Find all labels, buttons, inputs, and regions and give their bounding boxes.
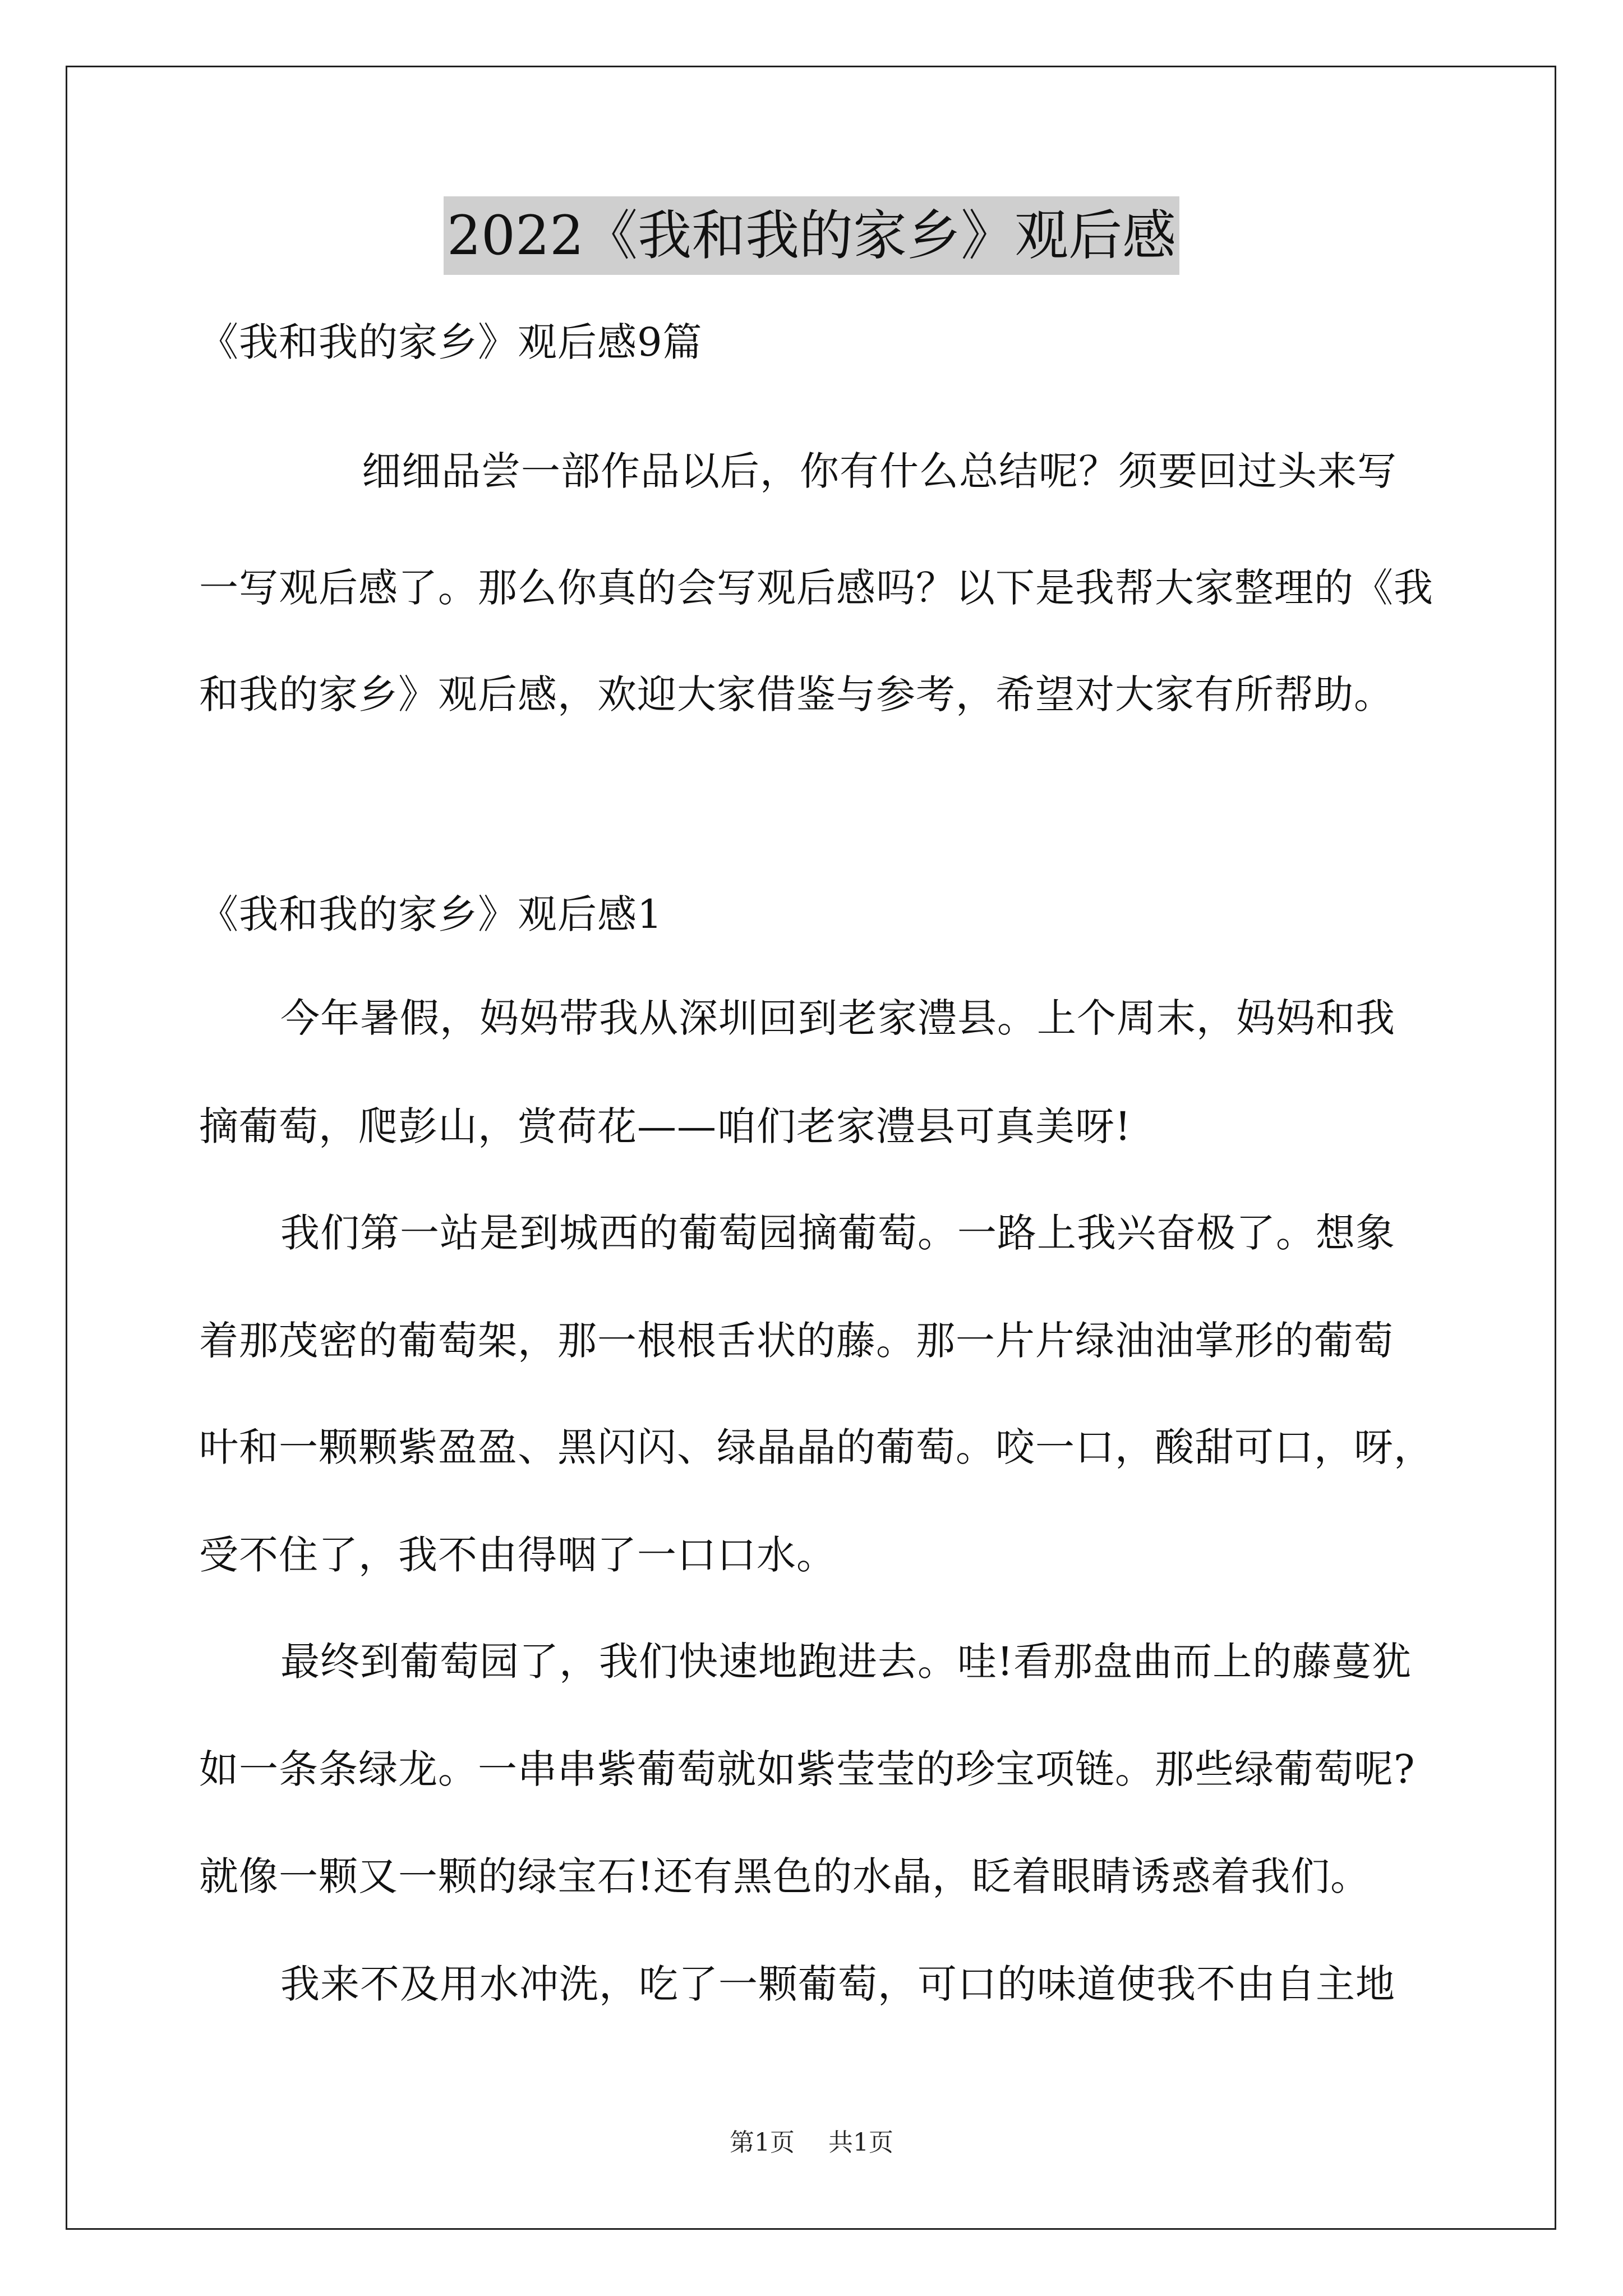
- title-container: [0, 196, 1623, 275]
- section-heading: 《我和我的家乡》观后感1: [199, 891, 663, 937]
- body-line: 叶和一颗颗紫盈盈、黑闪闪、绿晶晶的葡萄。咬一口，酸甜可口，呀，: [199, 1424, 1433, 1470]
- page-total: 共1页: [828, 2128, 893, 2157]
- subtitle: 《我和我的家乡》观后感9篇: [199, 319, 703, 365]
- intro-line: 一写观后感了。那么你真的会写观后感吗？以下是我帮大家整理的《我: [199, 565, 1433, 611]
- body-line: 最终到葡萄园了，我们快速地跑进去。哇!看那盘曲而上的藤蔓犹: [280, 1639, 1412, 1685]
- body-line: 我来不及用水冲洗，吃了一颗葡萄，可口的味道使我不由自主地: [280, 1961, 1395, 2007]
- body-line: 我们第一站是到城西的葡萄园摘葡萄。一路上我兴奋极了。想象: [280, 1210, 1395, 1256]
- intro-line: 细细品尝一部作品以后，你有什么总结呢？须要回过头来写: [362, 448, 1397, 494]
- page-number: 第1页: [730, 2128, 795, 2157]
- intro-line: 和我的家乡》观后感，欢迎大家借鉴与参考，希望对大家有所帮助。: [199, 671, 1394, 717]
- document-title: 2022《我和我的家乡》观后感: [444, 196, 1179, 275]
- body-line: 今年暑假，妈妈带我从深圳回到老家澧县。上个周末，妈妈和我: [280, 995, 1395, 1041]
- body-line: 着那茂密的葡萄架，那一根根舌状的藤。那一片片绿油油掌形的葡萄: [199, 1318, 1394, 1364]
- page-footer: [0, 2126, 1623, 2160]
- body-line: 如一条条绿龙。一串串紫葡萄就如紫莹莹的珍宝项链。那些绿葡萄呢?: [199, 1746, 1415, 1792]
- body-line: 摘葡萄，爬彭山，赏荷花——咱们老家澧县可真美呀!: [199, 1103, 1132, 1149]
- body-line: 受不住了，我不由得咽了一口口水。: [199, 1532, 836, 1578]
- body-line: 就像一颗又一颗的绿宝石!还有黑色的水晶，眨着眼睛诱惑着我们。: [199, 1853, 1371, 1899]
